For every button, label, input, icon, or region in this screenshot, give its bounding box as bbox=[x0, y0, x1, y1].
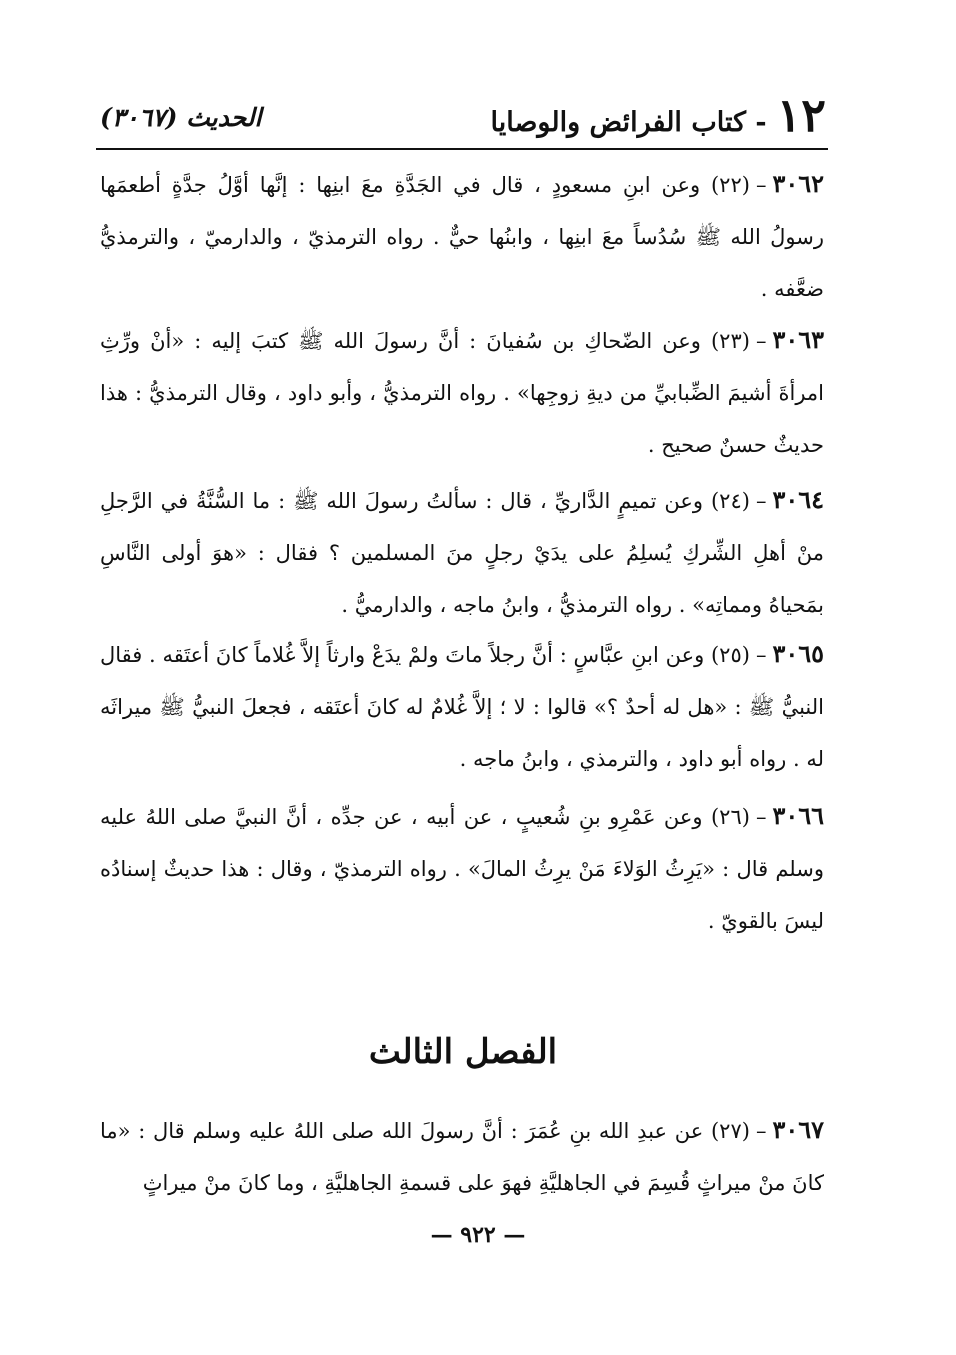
hadith-text: (٢٧) عن عبدِ الله بنِ عُمَرَ : أنَّ رسولَ الله صلى اللهُ عليه وسلم قال : «ما كانَ منْ ميراثٍ قُسِمَ في الجاهليَّةِ فهوَ على قسمةِ الجاهليَّةِ ، وما كانَ منْ ميراثٍ bbox=[100, 1119, 824, 1195]
book-number: ١٢ bbox=[776, 88, 826, 142]
book-heading bbox=[490, 88, 826, 142]
hadith-number: ٣٠٦٦ bbox=[772, 801, 824, 830]
hadith-number: ٣٠٦٤ bbox=[772, 485, 824, 514]
hadith-paragraph bbox=[100, 158, 824, 315]
hadith-text: (٢٢) وعن ابنِ مسعودٍ ، قال في الجَدَّةِ معَ ابنِها : إنَّها أوَّلُ جدَّةٍ أطعمَها رسولُ الله ﷺ سُدُساً معَ ابنِها ، وابنُها حيٌّ . رواه الترمذيّ ، والدارميّ ، والترمذيُّ ضعَّفه . bbox=[100, 173, 824, 301]
hadith-dash: – bbox=[755, 643, 767, 667]
hadith-paragraph bbox=[100, 790, 824, 947]
hadith-dash: – bbox=[755, 489, 767, 513]
hadith-number: ٣٠٦٢ bbox=[772, 169, 824, 198]
hadith-text: (٢٤) وعن تميمٍ الدَّاريِّ ، قال : سألتُ رسولَ الله ﷺ : ما السُّنَّةُ في الرَّجلِ منْ أهلِ الشِّركِ يُسلِمُ على يدَيْ رجلٍ منَ المسلمين ؟ فقال : «هوَ أولى النَّاسِ بمَحياهُ ومماتِه» . رواه الترمذيُّ ، وابنُ ماجه ، والدارميُّ . bbox=[100, 489, 824, 617]
hadith-number: ٣٠٦٥ bbox=[772, 639, 824, 668]
hadith-paragraph bbox=[100, 314, 824, 471]
hadith-paragraph bbox=[100, 628, 824, 785]
header-rule bbox=[96, 148, 828, 150]
book-title: - كتاب الفرائض والوصايا bbox=[490, 107, 767, 138]
hadith-number: ٣٠٦٧ bbox=[772, 1115, 824, 1144]
hadith-dash: – bbox=[755, 805, 767, 829]
chapter-title: الفصل الثالث bbox=[368, 1032, 558, 1072]
hadith-number: ٣٠٦٣ bbox=[772, 325, 824, 354]
hadith-dash: – bbox=[755, 1119, 767, 1143]
hadith-text: (٢٣) وعن الضّحاكِ بن سُفيانَ : أنَّ رسولَ الله ﷺ كتبَ إليه : «أنْ ورِّثِ امرأةَ أشيمَ الضِّبابيِّ من ديةِ زوجِها» . رواه الترمذيُّ ، وأبو داود ، وقال الترمذيُّ : هذا حديثٌ حسنٌ صحيح . bbox=[100, 329, 824, 457]
hadith-dash: – bbox=[755, 329, 767, 353]
hadith-text: (٢٥) وعن ابنِ عبَّاسٍ : أنَّ رجلاً ماتَ ولمْ يدَعْ وارثاً إلاَّ غُلاماً كانَ أعتَقه . فقال النبيُّ ﷺ : «هل له أحدٌ ؟» قالوا : لا ؛ إلاَّ غُلامٌ له كانَ أعتَقه ، فجعلَ النبيُّ ﷺ ميراثَه له . رواه أبو داود ، والترمذي ، وابنُ ماجه . bbox=[100, 643, 824, 771]
page-header bbox=[100, 78, 826, 142]
hadith-paragraph bbox=[100, 474, 824, 631]
hadith-text: (٢٦) وعن عَمْرِو بنِ شُعيبٍ ، عن أبيه ، عن جدِّه ، أنَّ النبيَّ صلى اللهُ عليه وسلم قال : «يَرِثُ الوَلاءَ مَنْ يرِثُ المالَ» . رواه الترمذيّ ، وقال : هذا حديثٌ إسنادُه ليسَ بالقويّ . bbox=[100, 805, 824, 933]
hadith-paragraph bbox=[100, 1104, 824, 1209]
hadith-reference: الحديث (٣٠٦٧) bbox=[100, 103, 262, 132]
page-number: — ٩٢٢ — bbox=[430, 1222, 526, 1248]
hadith-dash: – bbox=[755, 173, 767, 197]
